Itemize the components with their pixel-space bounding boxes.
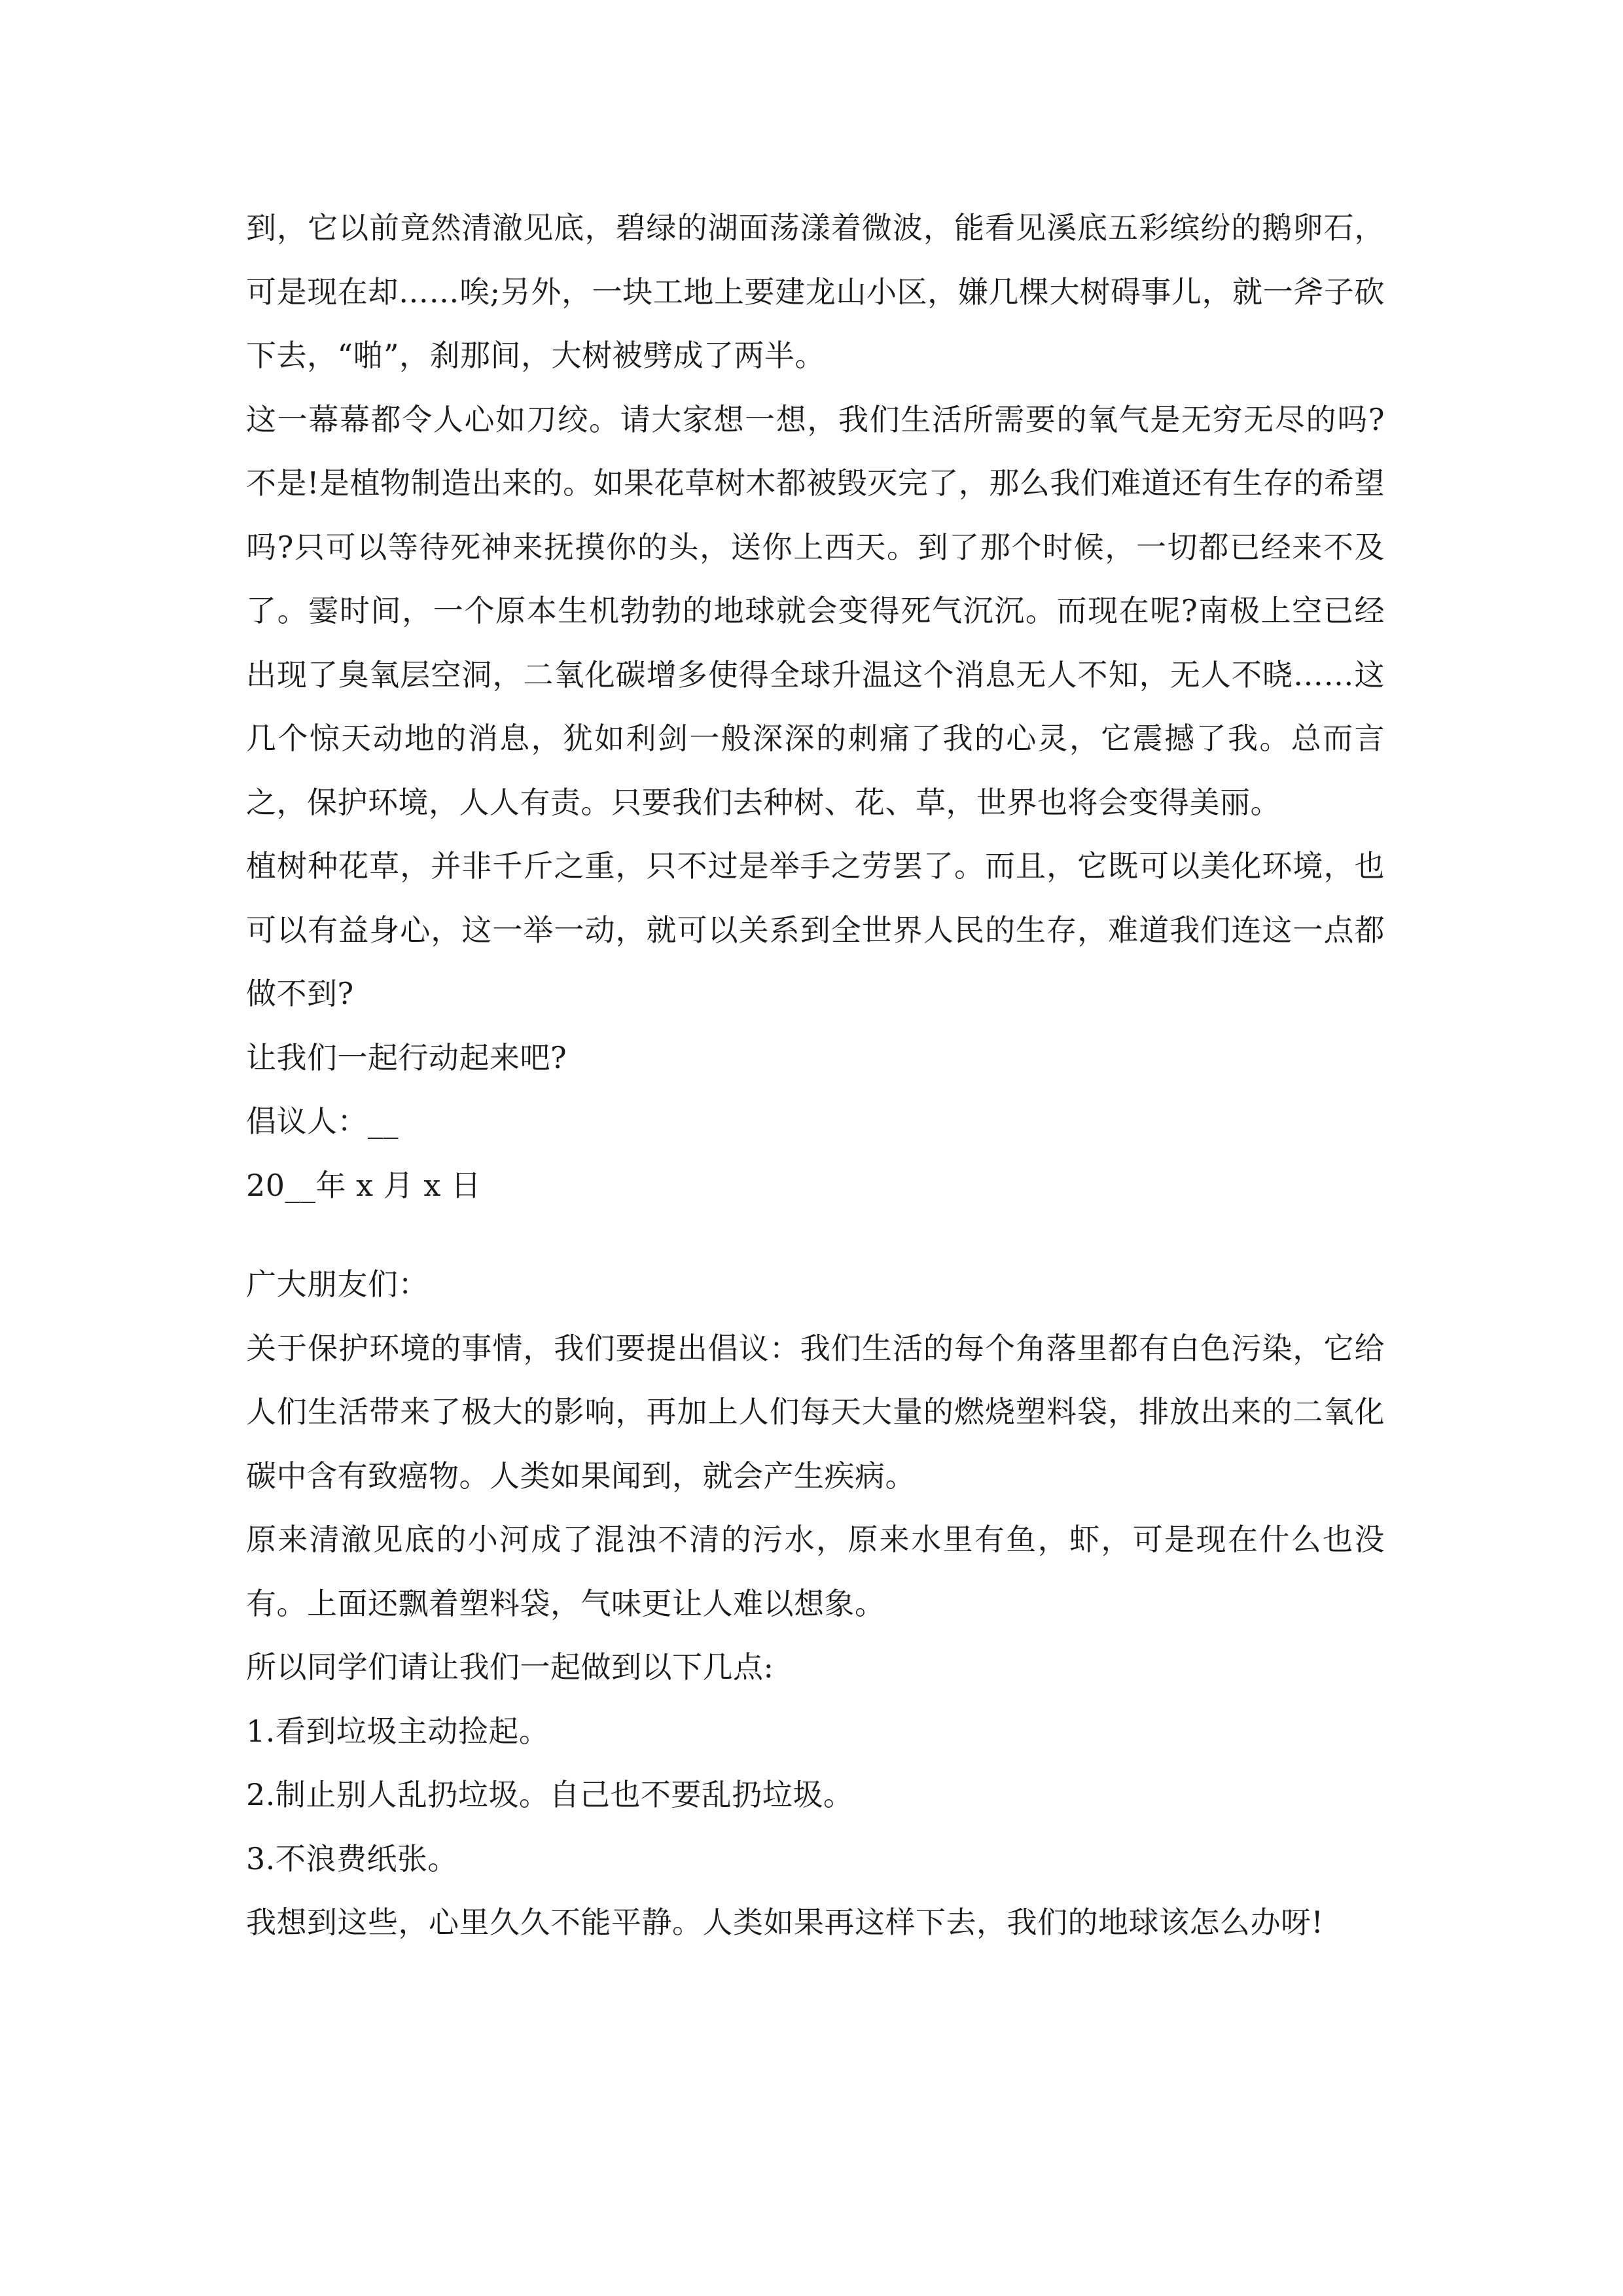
- paragraph-pollution-examples: 到，它以前竟然清澈见底，碧绿的湖面荡漾着微波，能看见溪底五彩缤纷的鹅卵石，可是现在却……唉;另外，一块工地上要建龙山小区，嫌几棵大树碍事儿，就一斧子砍下去，“啪”，刹那间，大树被劈成了两半。: [246, 210, 1385, 373]
- paragraph-river-pollution: 原来清澈见底的小河成了混浊不清的污水，原来水里有鱼，虾，可是现在什么也没有。上面还飘着塑料袋，气味更让人难以想象。: [246, 1522, 1385, 1621]
- paragraph-plant-trees: 植树种花草，并非千斤之重，只不过是举手之劳罢了。而且，它既可以美化环境，也可以有益身心，这一举一动，就可以关系到全世界人民的生存，难道我们连这一点都做不到?: [246, 848, 1385, 1011]
- list-item: 1.看到垃圾主动捡起。: [246, 1713, 550, 1749]
- paragraph-white-pollution: 关于保护环境的事情，我们要提出倡议：我们生活的每个角落里都有白色污染，它给人们生活带来了极大的影响，再加上人们每天大量的燃烧塑料袋，排放出来的二氧化碳中含有致癌物。人类如果闻到，就会产生疾病。: [246, 1330, 1385, 1494]
- paragraph-list-intro: 所以同学们请让我们一起做到以下几点:: [246, 1649, 774, 1685]
- signer-line: 倡议人：__: [246, 1103, 399, 1139]
- list-item: 3.不浪费纸张。: [246, 1840, 458, 1876]
- proposal-section-2: [246, 1253, 1385, 1955]
- proposal-section-1: [246, 196, 1385, 1217]
- paragraph-oxygen-appeal: 这一幕幕都令人心如刀绞。请大家想一想，我们生活所需要的氧气是无穷无尽的吗?不是!是植物制造出来的。如果花草树木都被毁灭完了，那么我们难道还有生存的希望吗?只可以等待死神来抚摸你的头，送你上西天。到了那个时候，一切都已经来不及了。霎时间，一个原本生机勃勃的地球就会变得死气沉沉。而现在呢?南极上空已经出现了臭氧层空洞，二氧化碳增多使得全球升温这个消息无人不知，无人不晓……这几个惊天动地的消息，犹如利剑一般深深的刺痛了我的心灵，它震撼了我。总而言之，保护环境，人人有责。只要我们去种树、花、草，世界也将会变得美丽。: [246, 401, 1385, 820]
- paragraph-call-to-action: 让我们一起行动起来吧?: [246, 1039, 567, 1075]
- closing-paragraph: 我想到这些，心里久久不能平静。人类如果再这样下去，我们的地球该怎么办呀!: [246, 1905, 1324, 1940]
- greeting-line: 广大朋友们：: [246, 1266, 429, 1302]
- list-item: 2.制止别人乱扔垃圾。自己也不要乱扔垃圾。: [246, 1777, 854, 1812]
- date-line: 20__年 x 月 x 日: [246, 1167, 482, 1203]
